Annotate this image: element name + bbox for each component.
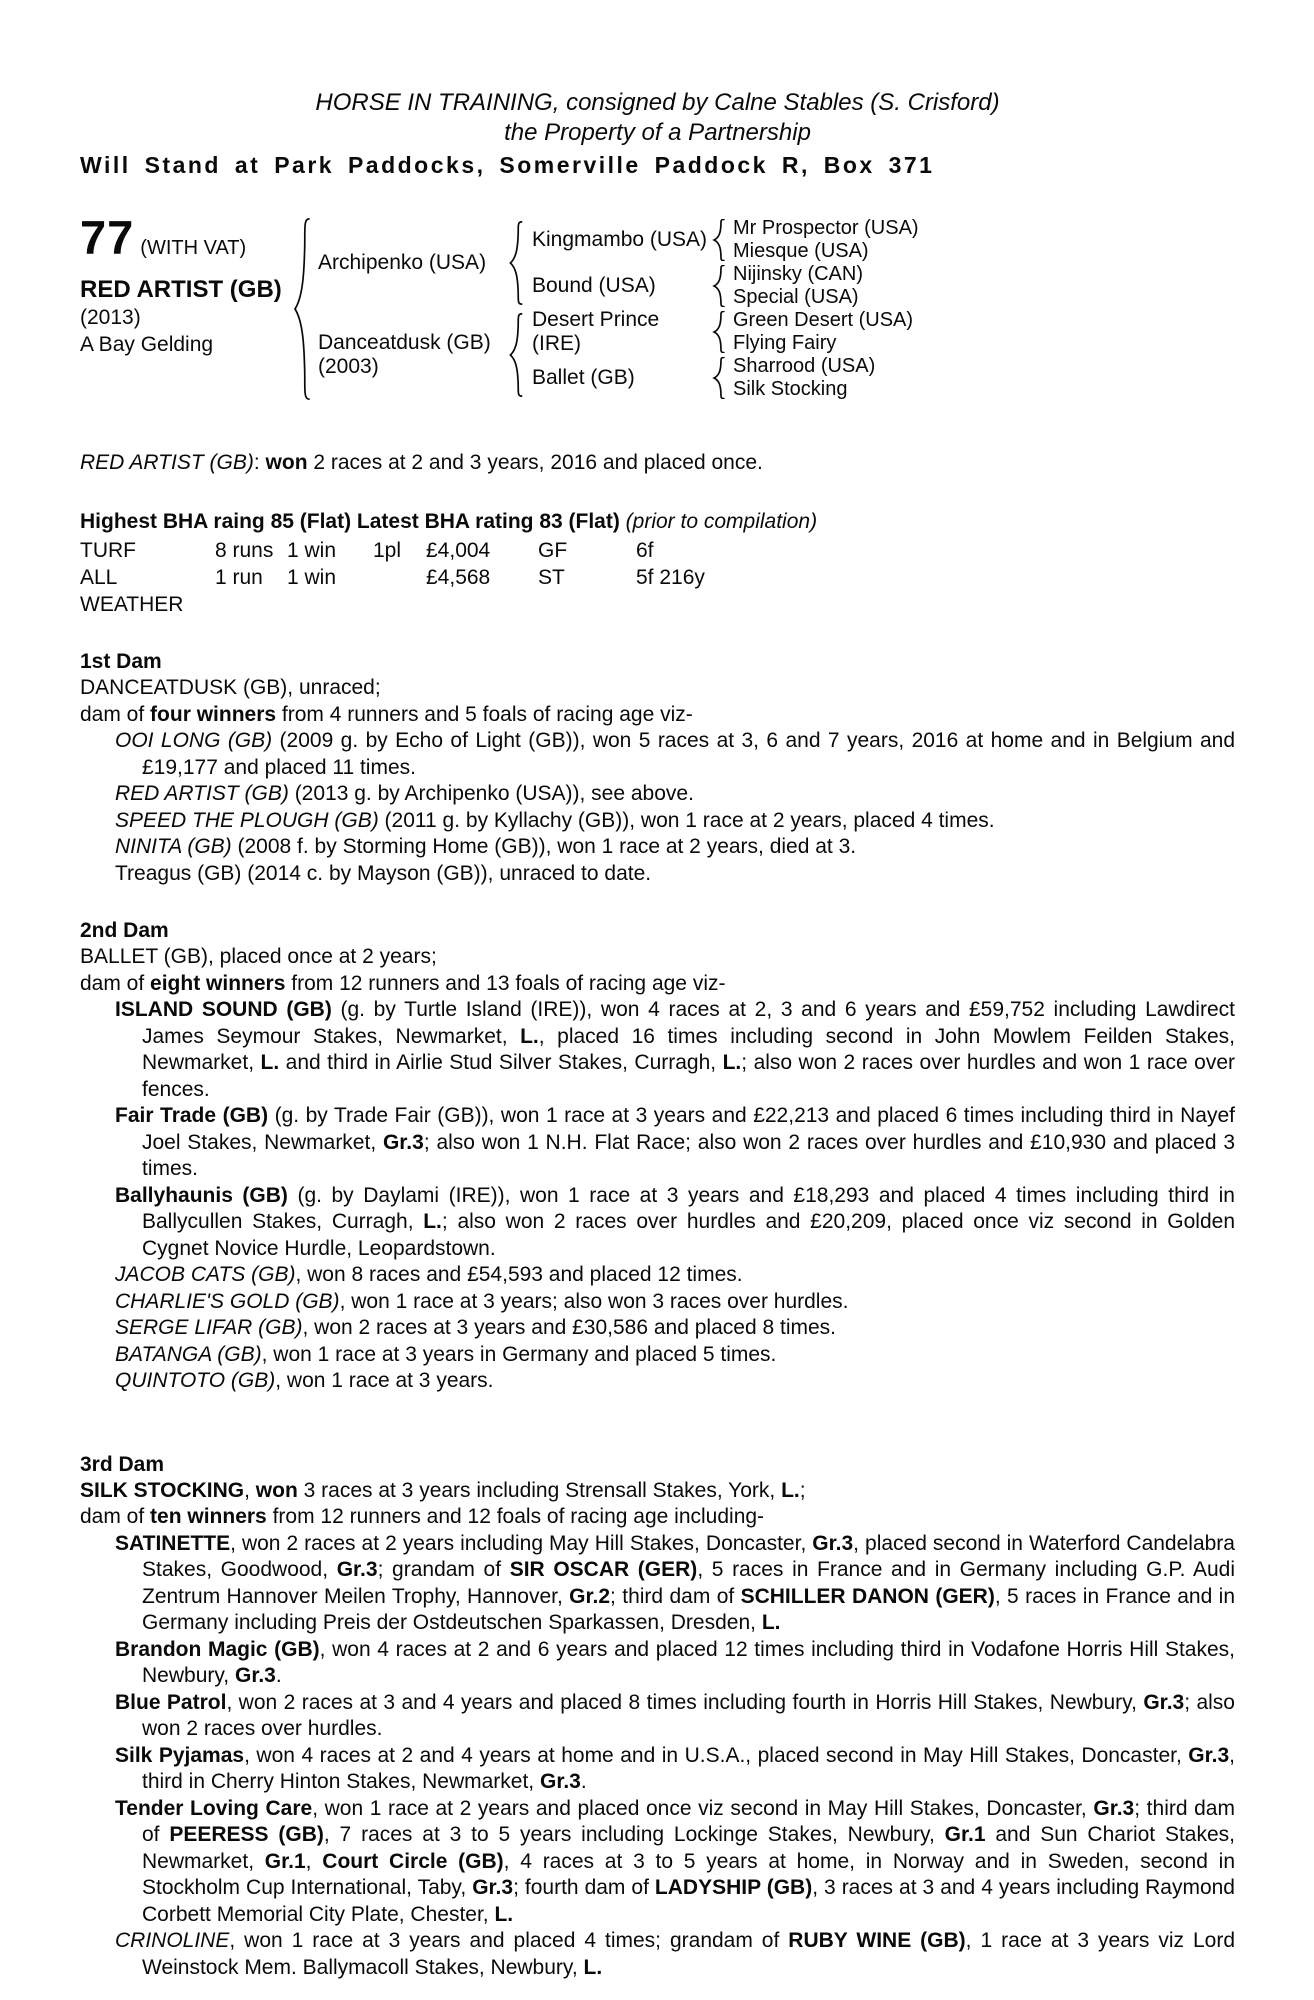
pedigree-pair	[733, 217, 919, 263]
pedigree-brace	[712, 219, 726, 261]
race-record-line: RED ARTIST (GB): won 2 races at 2 and 3 years, 2016 and placed once.	[80, 451, 763, 474]
produce-entry: QUINTOTO (GB), won 1 race at 3 years.	[115, 1369, 494, 1392]
bha-rating-line: Highest BHA raing 85 (Flat) Latest BHA rating 83 (Flat) (prior to compilation)	[80, 510, 818, 533]
ancestor-name: Green Desert (USA)	[733, 309, 914, 331]
pedigree-pair	[733, 263, 863, 309]
produce-entry: CHARLIE'S GOLD (GB), won 1 race at 3 years; also won 3 races over hurdles.	[115, 1289, 849, 1313]
ancestor-name: Miesque (USA)	[733, 240, 869, 262]
dam-name-text: Danceatdusk (GB)	[318, 331, 491, 354]
dam-section-3	[80, 1451, 1235, 1982]
produce-entry: Silk Pyjamas, won 4 races at 2 and 4 years at home and in U.S.A., placed second in May Hill Stakes, Doncaster, Gr.3, third in Cherry Hinton Stakes, Newmarket, Gr.3.	[115, 1743, 1235, 1793]
produce-entry: SATINETTE, won 2 races at 2 years including May Hill Stakes, Doncaster, Gr.3, placed second in Waterford Candelabra Stakes, Goodwood, Gr.3; grandam of SIR OSCAR (GER), 5 races in France and in Germany including G.P. Audi Zentrum Hannover Meilen Trophy, Hannover, Gr.2; third dam of SCHILLER DANON (GER), 5 races in France and in Germany including Preis der Ostdeutschen Sparkassen, Dresden, L.	[115, 1531, 1236, 1634]
produce-entry: NINITA (GB) (2008 f. by Storming Home (GB)), won 1 race at 2 years, died at 3.	[115, 835, 857, 858]
ancestor-name: Nijinsky (CAN)	[733, 263, 863, 285]
dam-section-title: 3rd Dam	[80, 1452, 165, 1476]
earnings-cell: £4,568	[426, 566, 491, 589]
dam-intro-line: dam of four winners from 4 runners and 5 foals of racing age viz-	[80, 702, 693, 726]
dam-intro-line: dam of eight winners from 12 runners and 13 foals of racing age viz-	[80, 971, 726, 995]
pedigree-brace	[508, 313, 524, 397]
produce-entry: Brandon Magic (GB), won 4 races at 2 and 6 years and placed 12 times including third in Vodafone Horris Hill Stakes, Newbury, Gr.3.	[115, 1637, 1236, 1687]
dam-intro-line: SILK STOCKING, won 3 races at 3 years including Strensall Stakes, York, L.;	[80, 1478, 806, 1502]
sire-name: Archipenko (USA)	[318, 251, 487, 274]
produce-entry: Tender Loving Care, won 1 race at 2 years and placed once viz second in May Hill Stakes, Doncaster, Gr.3; third dam of PEERESS (GB), 7 races at 3 to 5 years including Lockinge Stakes, Newbury, Gr.1 and Sun Chariot Stakes, Newmarket, Gr.1, Court Circle (GB), 4 races at 3 to 5 years at home, in Norway and in Sweden, second in Stockholm Cup International, Taby, Gr.3; fourth dam of LADYSHIP (GB), 3 races at 3 and 4 years including Raymond Corbett Memorial City Plate, Chester, L.	[115, 1796, 1236, 1926]
dam-name	[318, 331, 508, 379]
pedigree-group	[532, 355, 913, 401]
pedigree-brace	[712, 311, 726, 353]
pedigree-block	[80, 211, 1235, 410]
wins-cell: 1 win	[287, 539, 337, 562]
produce-entry: RED ARTIST (GB) (2013 g. by Archipenko (USA)), see above.	[115, 782, 694, 805]
lot-number: 77	[80, 211, 135, 264]
consignor-line: HORSE IN TRAINING, consigned by Calne Stables (S. Crisford)	[315, 89, 1000, 116]
granddam-name: Bound (USA)	[532, 274, 656, 297]
produce-entry: Fair Trade (GB) (g. by Trade Fair (GB)), won 1 race at 3 years and £22,213 and placed 6 times including third in Nayef Joel Stakes, Newmarket, Gr.3; also won 1 N.H. Flat Race; also won 2 races over hurdles and £10,930 and placed 3 times.	[115, 1104, 1235, 1180]
places-cell	[373, 564, 426, 618]
pedigree-group	[532, 263, 919, 309]
pedigree-brace	[712, 265, 726, 307]
earnings-cell: £4,004	[426, 539, 491, 562]
dam-intro-line: dam of ten winners from 12 runners and 12 foals of racing age including-	[80, 1505, 765, 1528]
distance-cell: 5f 216y	[636, 566, 705, 589]
dam-intro-line: BALLET (GB), placed once at 2 years;	[80, 945, 437, 968]
pedigree-group	[532, 217, 919, 263]
surface-cell: TURF	[80, 539, 136, 562]
pedigree-brace	[292, 217, 312, 401]
grandsire-name: Kingmambo (USA)	[532, 228, 708, 251]
table-row	[80, 564, 1235, 618]
ancestor-name: Sharrood (USA)	[733, 355, 876, 377]
page-header	[80, 88, 1235, 180]
ancestor-name: Silk Stocking	[733, 378, 848, 400]
lot-info	[80, 211, 292, 358]
produce-entry: ISLAND SOUND (GB) (g. by Turtle Island (IRE)), won 4 races at 2, 3 and 6 years and £59,752 including Lawdirect James Seymour Stakes, Newmarket, L., placed 16 times including second in John Mowlem Feilden Stakes, Newmarket, L. and third in Airlie Stud Silver Stakes, Curragh, L.; also won 2 races over hurdles and won 1 race over fences.	[115, 998, 1236, 1101]
colour-sex: A Bay Gelding	[80, 333, 214, 356]
dam-section-title: 1st Dam	[80, 650, 162, 673]
dam-section-title: 2nd Dam	[80, 919, 169, 942]
runs-cell: 8 runs	[215, 539, 274, 562]
grandsire-name: Desert Prince (IRE)	[532, 308, 660, 355]
rating-block	[80, 508, 1235, 618]
produce-entry: Ballyhaunis (GB) (g. by Daylami (IRE)), won 1 race at 3 years and £18,293 and placed 4 times including third in Ballycullen Stakes, Curragh, L.; also won 2 races over hurdles and £20,209, placed once viz second in Golden Cygnet Novice Hurdle, Leopardstown.	[115, 1183, 1235, 1260]
pedigree-generations	[318, 217, 919, 401]
produce-entry: JACOB CATS (GB), won 8 races and £54,593 and placed 12 times.	[115, 1263, 743, 1286]
distance-cell: 6f	[636, 539, 654, 562]
dam-parents	[532, 309, 913, 401]
produce-entry: CRINOLINE, won 1 race at 3 years and placed 4 times; grandam of RUBY WINE (GB), 1 race at 3 years viz Lord Weinstock Mem. Ballymacoll Stakes, Newbury, L.	[115, 1929, 1236, 1979]
pedigree-brace	[712, 357, 726, 399]
ancestor-name: Mr Prospector (USA)	[733, 217, 919, 239]
dam-year: (2003)	[318, 355, 379, 378]
lot-number-line	[80, 211, 292, 264]
produce-entry: OOI LONG (GB) (2009 g. by Echo of Light (GB)), won 5 races at 3, 6 and 7 years, 2016 at home and in Belgium and £19,177 and placed 11 times.	[115, 729, 1236, 779]
foal-year: (2013)	[80, 306, 141, 329]
vat-note: (WITH VAT)	[140, 237, 247, 259]
pedigree-brace	[508, 221, 524, 305]
going-cell: GF	[538, 539, 568, 562]
dam-family	[318, 309, 919, 401]
dam-section-1	[80, 648, 1235, 887]
dam-intro-line: DANCEATDUSK (GB), unraced;	[80, 676, 381, 699]
places-cell: 1pl	[373, 539, 402, 562]
horse-name: RED ARTIST (GB)	[80, 276, 282, 303]
sire-parents	[532, 217, 919, 309]
table-row	[80, 537, 1235, 564]
runs-cell: 1 run	[215, 566, 263, 589]
wins-cell: 1 win	[287, 566, 337, 589]
surface-cell: ALL WEATHER	[80, 566, 184, 616]
sire-family	[318, 217, 919, 309]
stand-location-line: Will Stand at Park Paddocks, Somerville Paddock R, Box 371	[80, 152, 935, 178]
pedigree-pair	[733, 355, 875, 401]
ancestor-name: Flying Fairy	[733, 332, 837, 354]
produce-entry: SPEED THE PLOUGH (GB) (2011 g. by Kyllachy (GB)), won 1 race at 2 years, placed 4 times.	[115, 808, 995, 832]
dam-section-2	[80, 917, 1235, 1395]
produce-entry: Blue Patrol, won 2 races at 3 and 4 years and placed 8 times including fourth in Horris Hill Stakes, Newbury, Gr.3; also won 2 races over hurdles.	[115, 1690, 1235, 1740]
produce-entry: SERGE LIFAR (GB), won 2 races at 3 years and £30,586 and placed 8 times.	[115, 1316, 836, 1339]
produce-entry: BATANGA (GB), won 1 race at 3 years in Germany and placed 5 times.	[115, 1342, 777, 1366]
going-cell: ST	[538, 566, 565, 589]
granddam-name: Ballet (GB)	[532, 366, 635, 389]
pedigree-tree	[292, 214, 919, 404]
pedigree-group	[532, 309, 913, 355]
pedigree-pair	[733, 309, 913, 355]
property-line: the Property of a Partnership	[504, 119, 811, 146]
ancestor-name: Special (USA)	[733, 286, 859, 308]
race-record-table	[80, 537, 1235, 618]
produce-entry: Treagus (GB) (2014 c. by Mayson (GB)), unraced to date.	[115, 861, 652, 885]
